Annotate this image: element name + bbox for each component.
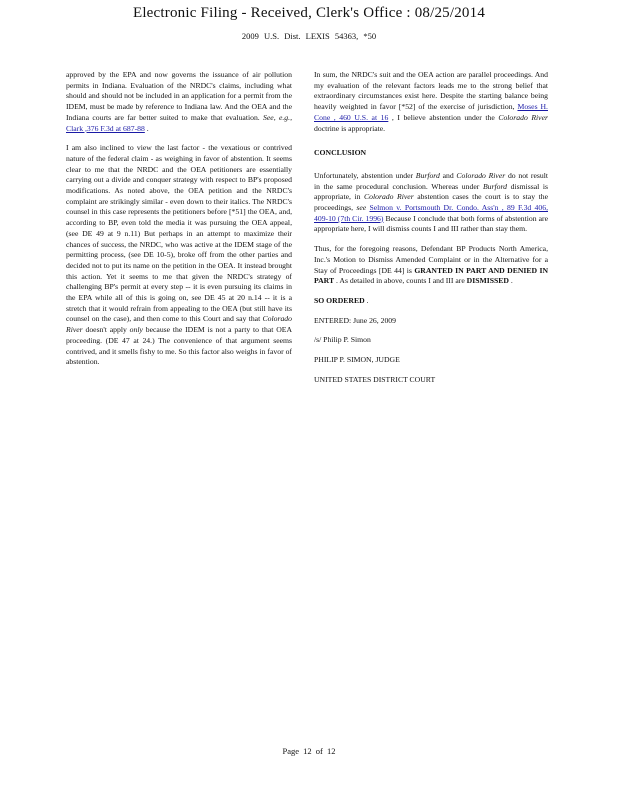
judge-name: PHILIP P. SIMON, JUDGE	[314, 355, 400, 365]
paragraph-indiana-law: approved by the EPA and now governs the issuance of air pollution permits in Indiana. Evaluation of the NRDC's claims, including what should and should not be included in an application for a permit from the IDEM, must be made by reference to Indiana law. And the OEA and the Indiana courts are far better suited to make that evaluation. See, e.g., Clark ,376 F.3d at 687-88 .	[66, 70, 292, 133]
paragraph-in-sum: In sum, the NRDC's suit and the OEA action are parallel proceedings. And my evaluation of the relevant factors leads me to the strong belief that extraordinary circumstances exist here. Despite the starting balance being heavily weighted in favor [*52] of the exercise of jurisdiction, Moses H. Cone , 460 U.S. at 16 , I believe abstention under the Colorado River doctrine is appropriate.	[314, 70, 548, 133]
clark-citation-link[interactable]: Clark ,376 F.3d at 687-88	[66, 123, 145, 133]
moses-cone-citation-link[interactable]: Moses H. Cone , 460 U.S. at 16	[314, 102, 548, 122]
court-name: UNITED STATES DISTRICT COURT	[314, 374, 436, 384]
paragraph-vexatious-factor: I am also inclined to view the last factor - the vexatious or contrived nature of the federal claim - as weighing in favor of abstention. It seems clear to me that the NRDC and the OEA petitioners are essentially carrying out a divide and conquer strategy with respect to BP's proposed modifications. As noted above, the OEA petition and the NRDC's complaint are strikingly similar - even down to their italics. The NRDC's counsel in this case represents the petitioners before [*51] the OEA, and, according to BP, even told the media it was pursuing the OEA appeal, (see DE 49 at 9 n.11) But perhaps in an attempt to maximize their chances of success, the NRDC, who was active at the IDEM stage of the permitting process, (see DE 10-5), broke off from the other parties and decided not to put its name on the petition in the OEA. It instead brought this action. Yet it seems to me that given the NRDC's strategy of challenging BP's permit at every step -- it is even pursuing its claims in the EPA while all of this is going on, see DE 45 at 20 n.14 -- it is a stretch that it would refrain from appealing to the OEA (but still have its counsel on the case), and then come to this Court and say that Colorado River doesn't apply only because the IDEM is not a party to that OEA proceeding. (DE 47 at 24.) The convenience of that argument seems contrived, and it smells fishy to me. So this factor also weighs in favor of abstention.	[66, 143, 292, 367]
signal-see-eg: See, e.g.,	[263, 112, 292, 122]
entered-date: ENTERED: June 26, 2009	[314, 315, 396, 325]
right-column	[314, 70, 548, 394]
conclusion-heading: CONCLUSION	[314, 148, 367, 158]
case-citation: 2009 U.S. Dist. LEXIS 54363, *50	[241, 31, 377, 41]
selmon-citation-link[interactable]: Selmon v. Portsmouth Dr. Condo. Ass'n , 89 F.3d 406, 409-10 (7th Cir. 1996)	[314, 203, 548, 223]
filing-stamp-header: Electronic Filing - Received, Clerk's Office : 08/25/2014	[132, 5, 486, 21]
judge-signature: /s/ Philip P. Simon	[314, 335, 371, 345]
so-ordered: SO ORDERED .	[314, 295, 369, 305]
paragraph-disposition: Thus, for the foregoing reasons, Defendant BP Products North America, Inc.'s Motion to Dismiss Amended Complaint or in the Alternative for a Stay of Proceedings [DE 44] is GRANTED IN PART AND DENIED IN PART . As detailed in above, counts I and III are DISMISSED .	[314, 244, 549, 286]
left-column	[66, 70, 292, 377]
page-number: Page 12 of 12	[282, 746, 336, 756]
paragraph-abstention: Unfortunately, abstention under Burford and Colorado River do not result in the same procedural conclusion. Whereas under Burford dismissal is appropriate, in Colorado River abstention cases the court is to stay the proceedings, see Selmon v. Portsmouth Dr. Condo. Ass'n , 89 F.3d 406, 409-10 (7th Cir. 1996) Because I conclude that both forms of abstention are appropriate here, I will dismiss counts I and III rather than stay them.	[314, 170, 549, 234]
